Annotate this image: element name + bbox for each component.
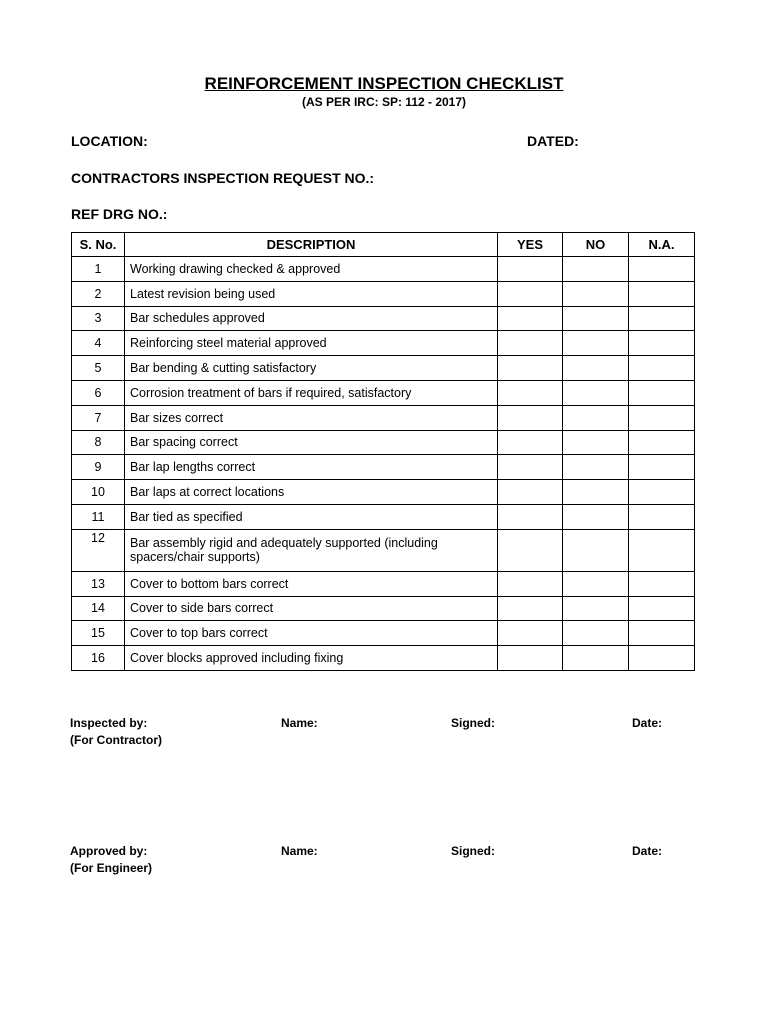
inspection-table [71,232,695,671]
no-cell[interactable] [563,306,629,331]
no-cell[interactable] [563,621,629,646]
no-cell[interactable] [563,356,629,381]
na-cell[interactable] [629,621,695,646]
table-row [72,480,695,505]
table-row [72,529,695,571]
approved-signed-label: Signed: [451,844,495,858]
table-row [72,571,695,596]
approved-date-label: Date: [632,844,663,858]
row-description: Cover to top bars correct [125,621,498,646]
row-number: 4 [72,331,125,356]
no-cell[interactable] [563,405,629,430]
header-yes: YES [498,233,563,257]
yes-cell[interactable] [498,430,563,455]
table-body [72,257,695,671]
document-title: REINFORCEMENT INSPECTION CHECKLIST [204,74,564,93]
yes-cell[interactable] [498,257,563,282]
na-cell[interactable] [629,504,695,529]
row-number: 3 [72,306,125,331]
approved-by-label: Approved by: [70,844,148,858]
table-row [72,405,695,430]
table-row [72,621,695,646]
document-subtitle: (AS PER IRC: SP: 112 - 2017) [301,95,467,109]
approved-by-block [70,843,152,877]
row-description: Cover blocks approved including fixing [125,646,498,671]
row-number: 11 [72,504,125,529]
na-cell[interactable] [629,331,695,356]
na-cell[interactable] [629,455,695,480]
row-description: Corrosion treatment of bars if required, satisfactory [125,380,498,405]
no-cell[interactable] [563,646,629,671]
table-row [72,306,695,331]
inspected-by-sub: (For Contractor) [70,733,162,747]
row-number: 12 [72,529,125,571]
row-number: 2 [72,281,125,306]
yes-cell[interactable] [498,504,563,529]
row-description: Cover to bottom bars correct [125,571,498,596]
header-description: DESCRIPTION [125,233,498,257]
yes-cell[interactable] [498,281,563,306]
row-number: 13 [72,571,125,596]
na-cell[interactable] [629,281,695,306]
no-cell[interactable] [563,380,629,405]
row-description: Latest revision being used [125,281,498,306]
yes-cell[interactable] [498,331,563,356]
table-row [72,380,695,405]
yes-cell[interactable] [498,306,563,331]
row-description: Bar spacing correct [125,430,498,455]
no-cell[interactable] [563,596,629,621]
row-number: 16 [72,646,125,671]
header-na: N.A. [629,233,695,257]
na-cell[interactable] [629,405,695,430]
row-number: 6 [72,380,125,405]
row-number: 15 [72,621,125,646]
yes-cell[interactable] [498,480,563,505]
inspected-name-label: Name: [281,716,318,730]
table-header-row [72,233,695,257]
table-row [72,281,695,306]
row-number: 9 [72,455,125,480]
row-number: 8 [72,430,125,455]
row-description: Bar assembly rigid and adequately supported (including spacers/chair supports) [125,529,498,571]
no-cell[interactable] [563,571,629,596]
row-description: Bar sizes correct [125,405,498,430]
table-row [72,331,695,356]
table-row [72,430,695,455]
yes-cell[interactable] [498,380,563,405]
row-description: Bar schedules approved [125,306,498,331]
yes-cell[interactable] [498,571,563,596]
na-cell[interactable] [629,380,695,405]
row-number: 7 [72,405,125,430]
header-sno: S. No. [72,233,125,257]
row-number: 5 [72,356,125,381]
na-cell[interactable] [629,596,695,621]
row-number: 14 [72,596,125,621]
no-cell[interactable] [563,529,629,571]
location-label: LOCATION: [71,133,148,149]
row-number: 1 [72,257,125,282]
na-cell[interactable] [629,430,695,455]
dated-label: DATED: [527,133,579,149]
request-no-label: CONTRACTORS INSPECTION REQUEST NO.: [71,170,375,186]
no-cell[interactable] [563,504,629,529]
yes-cell[interactable] [498,356,563,381]
table-row [72,356,695,381]
table-row [72,455,695,480]
no-cell[interactable] [563,331,629,356]
inspected-date-label: Date: [632,716,663,730]
na-cell[interactable] [629,529,695,571]
yes-cell[interactable] [498,621,563,646]
inspected-by-block [70,715,162,749]
no-cell[interactable] [563,455,629,480]
yes-cell[interactable] [498,455,563,480]
na-cell[interactable] [629,646,695,671]
row-description: Reinforcing steel material approved [125,331,498,356]
no-cell[interactable] [563,480,629,505]
no-cell[interactable] [563,430,629,455]
yes-cell[interactable] [498,405,563,430]
yes-cell[interactable] [498,646,563,671]
table-row [72,646,695,671]
na-cell[interactable] [629,571,695,596]
na-cell[interactable] [629,257,695,282]
na-cell[interactable] [629,480,695,505]
yes-cell[interactable] [498,529,563,571]
yes-cell[interactable] [498,596,563,621]
no-cell[interactable] [563,281,629,306]
row-number: 10 [72,480,125,505]
na-cell[interactable] [629,306,695,331]
header-no: NO [563,233,629,257]
table-row [72,257,695,282]
row-description: Cover to side bars correct [125,596,498,621]
ref-drg-label: REF DRG NO.: [71,206,168,222]
approved-name-label: Name: [281,844,318,858]
inspected-by-label: Inspected by: [70,716,148,730]
no-cell[interactable] [563,257,629,282]
table-row [72,504,695,529]
row-description: Bar lap lengths correct [125,455,498,480]
row-description: Bar tied as specified [125,504,498,529]
row-description: Working drawing checked & approved [125,257,498,282]
na-cell[interactable] [629,356,695,381]
table-row [72,596,695,621]
row-description: Bar laps at correct locations [125,480,498,505]
approved-by-sub: (For Engineer) [70,861,153,875]
row-description: Bar bending & cutting satisfactory [125,356,498,381]
inspected-signed-label: Signed: [451,716,495,730]
